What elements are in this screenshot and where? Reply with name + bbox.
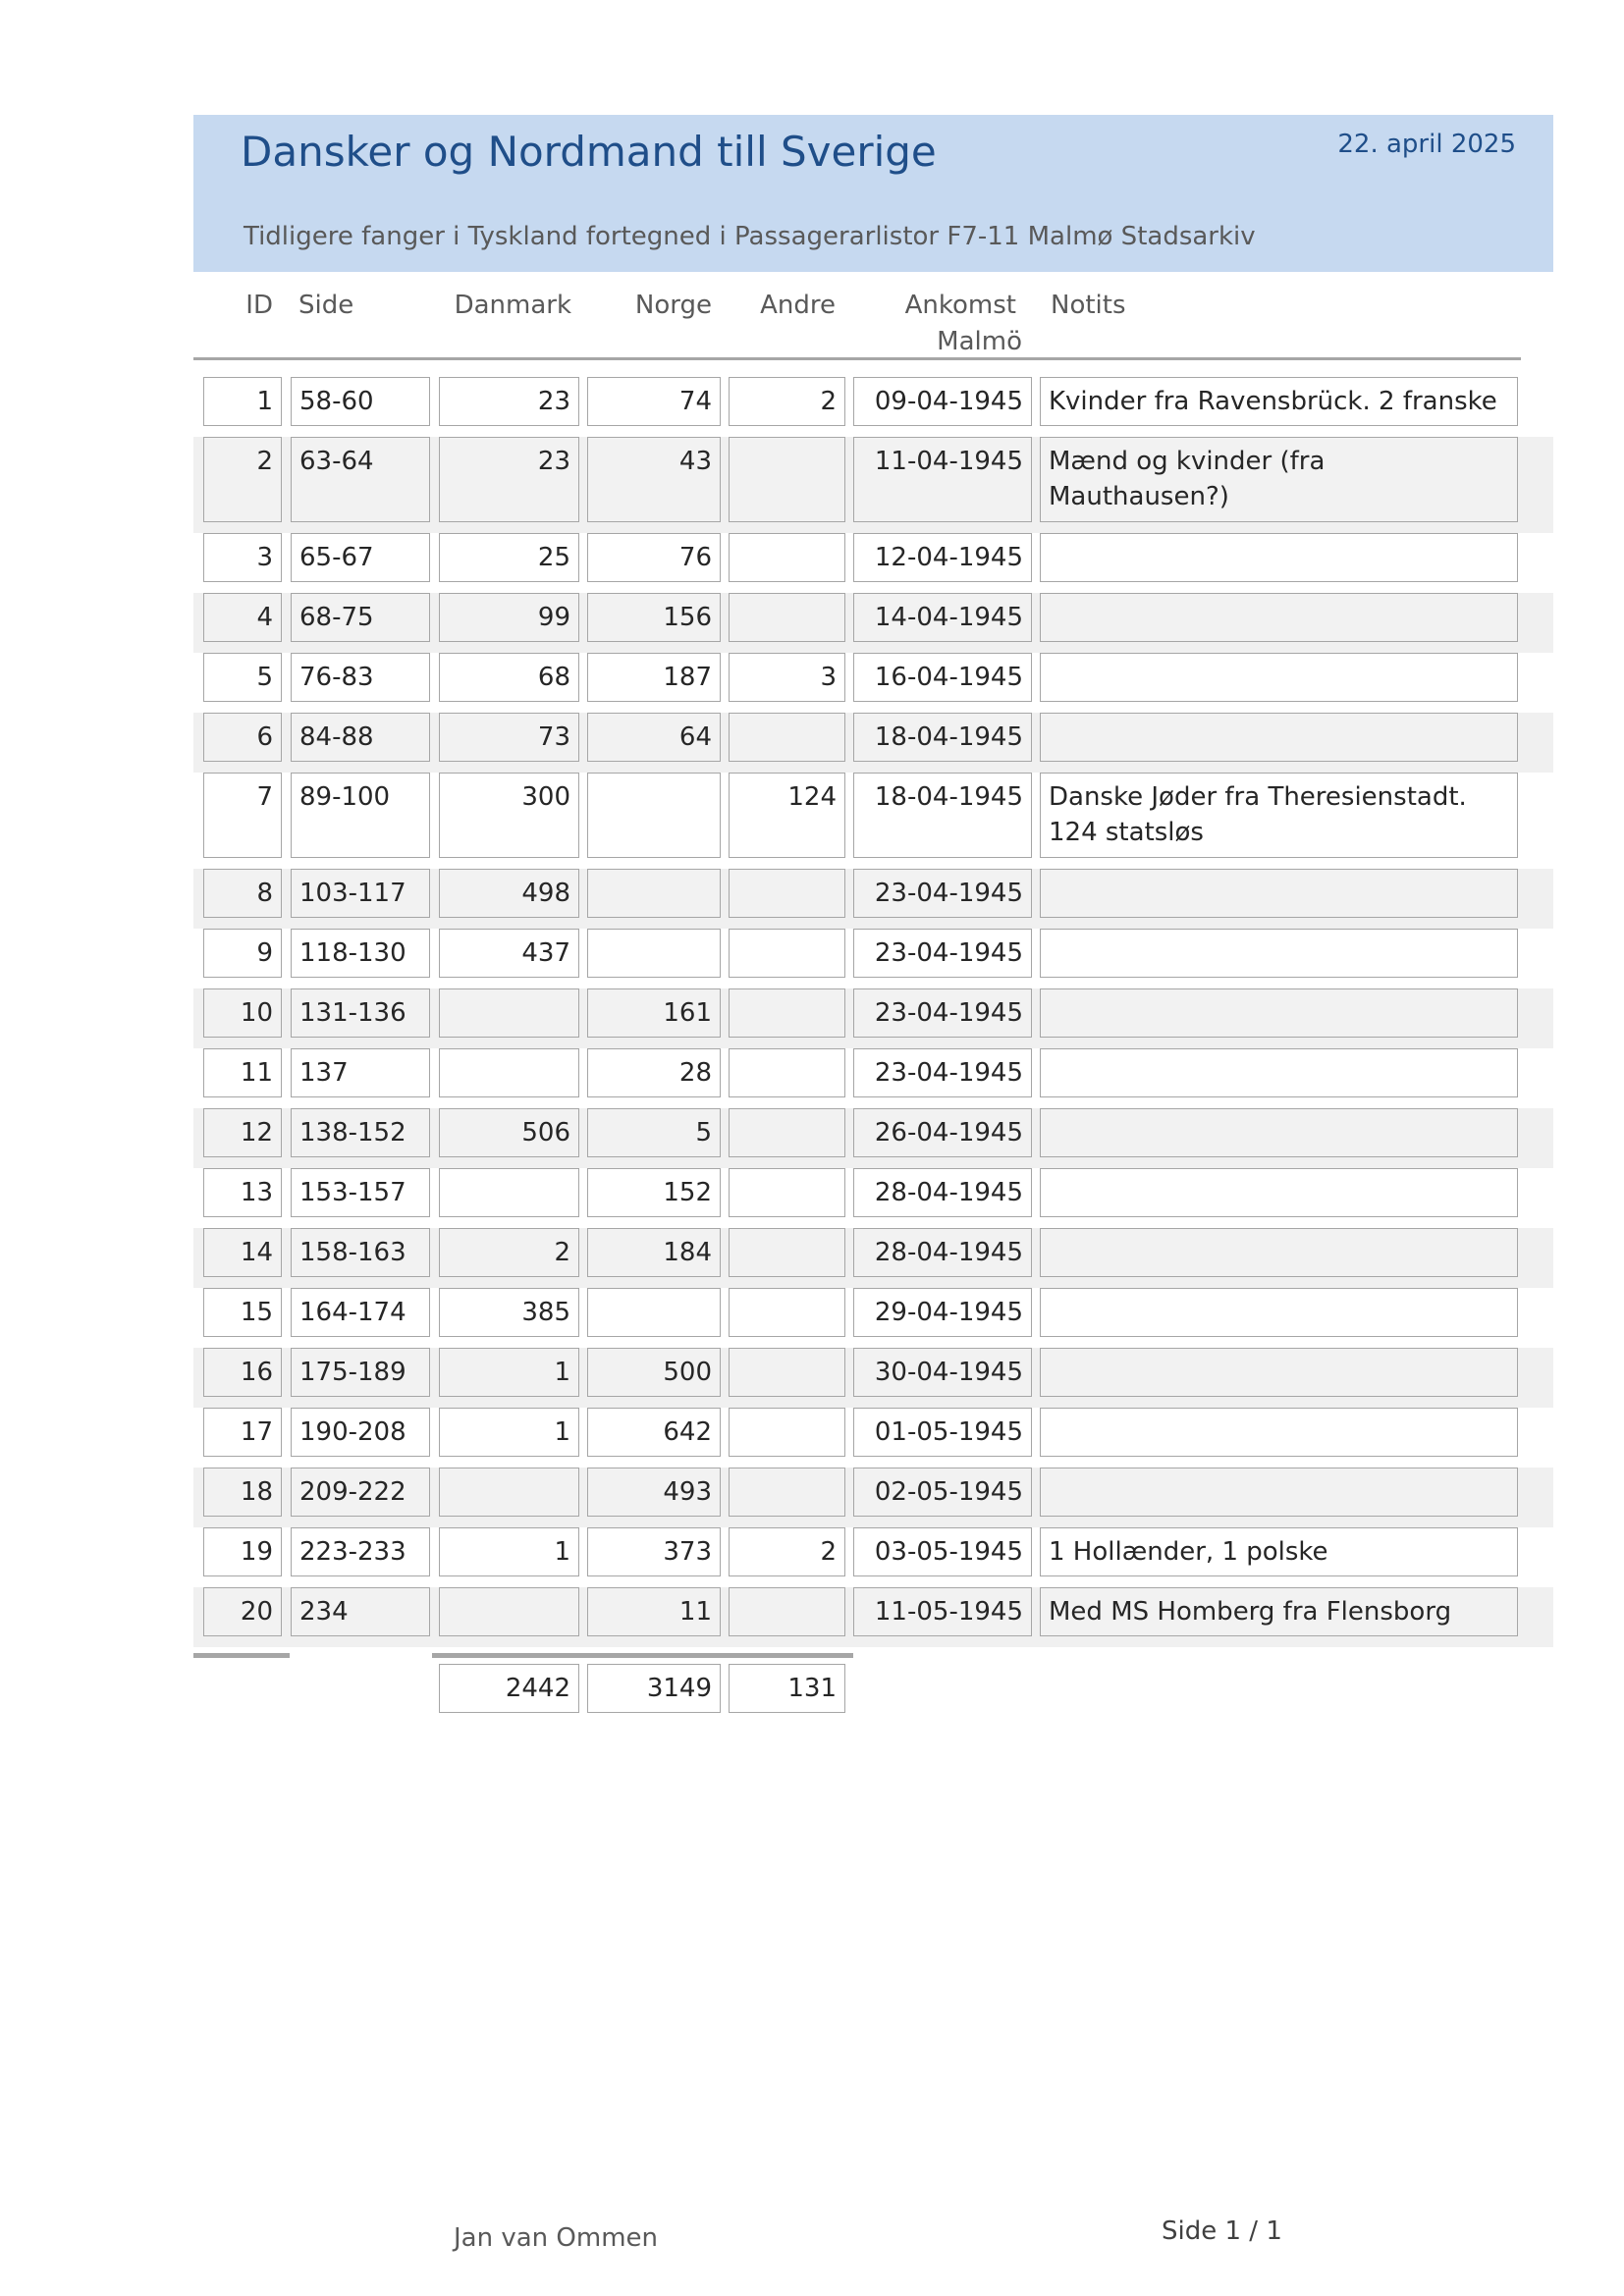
cell-notits bbox=[1040, 1468, 1518, 1517]
cell-norge: 74 bbox=[587, 377, 721, 426]
table-row bbox=[193, 773, 1553, 869]
cell-notits: Danske Jøder fra Theresienstadt. 124 statsløs bbox=[1040, 773, 1518, 858]
column-header-norge: Norge bbox=[634, 291, 712, 320]
cell-notits bbox=[1040, 1168, 1518, 1217]
column-header-ankomst: Ankomst bbox=[904, 291, 1016, 320]
table-row bbox=[193, 713, 1553, 773]
cell-norge: 5 bbox=[587, 1108, 721, 1157]
column-header-notits: Notits bbox=[1051, 291, 1126, 320]
cell-notits bbox=[1040, 653, 1518, 702]
cell-side: 164-174 bbox=[291, 1288, 430, 1337]
cell-notits bbox=[1040, 713, 1518, 762]
table-row bbox=[193, 1468, 1553, 1527]
table-row bbox=[193, 437, 1553, 533]
cell-id: 2 bbox=[203, 437, 282, 522]
cell-id: 8 bbox=[203, 869, 282, 918]
table-row bbox=[193, 593, 1553, 653]
total-danmark: 2442 bbox=[439, 1664, 579, 1713]
cell-notits: Mænd og kvinder (fra Mauthausen?) bbox=[1040, 437, 1518, 522]
total-norge: 3149 bbox=[587, 1664, 721, 1713]
cell-norge bbox=[587, 869, 721, 918]
total-andre: 131 bbox=[729, 1664, 845, 1713]
column-header-ankomst-malmo: Malmö bbox=[937, 327, 1022, 356]
table-row bbox=[193, 533, 1553, 593]
cell-side: 103-117 bbox=[291, 869, 430, 918]
cell-danmark: 506 bbox=[439, 1108, 579, 1157]
cell-danmark: 385 bbox=[439, 1288, 579, 1337]
table-row bbox=[193, 1168, 1553, 1228]
cell-ankomst: 29-04-1945 bbox=[853, 1288, 1032, 1337]
table-row bbox=[193, 1408, 1553, 1468]
cell-side: 68-75 bbox=[291, 593, 430, 642]
cell-danmark: 23 bbox=[439, 437, 579, 522]
cell-andre bbox=[729, 988, 845, 1038]
cell-notits bbox=[1040, 1408, 1518, 1457]
cell-side: 131-136 bbox=[291, 988, 430, 1038]
cell-andre bbox=[729, 533, 845, 582]
cell-norge: 156 bbox=[587, 593, 721, 642]
cell-ankomst: 03-05-1945 bbox=[853, 1527, 1032, 1576]
table-row bbox=[193, 1228, 1553, 1288]
cell-side: 209-222 bbox=[291, 1468, 430, 1517]
cell-side: 76-83 bbox=[291, 653, 430, 702]
cell-side: 158-163 bbox=[291, 1228, 430, 1277]
cell-norge: 76 bbox=[587, 533, 721, 582]
column-header-danmark: Danmark bbox=[454, 291, 571, 320]
table-row bbox=[193, 1348, 1553, 1408]
cell-norge: 43 bbox=[587, 437, 721, 522]
cell-andre bbox=[729, 1168, 845, 1217]
cell-andre bbox=[729, 1408, 845, 1457]
table-row bbox=[193, 1108, 1553, 1168]
cell-notits: Kvinder fra Ravensbrück. 2 franske bbox=[1040, 377, 1518, 426]
cell-danmark: 1 bbox=[439, 1408, 579, 1457]
cell-danmark: 1 bbox=[439, 1527, 579, 1576]
cell-ankomst: 26-04-1945 bbox=[853, 1108, 1032, 1157]
cell-side: 58-60 bbox=[291, 377, 430, 426]
table-row bbox=[193, 1288, 1553, 1348]
cell-ankomst: 01-05-1945 bbox=[853, 1408, 1032, 1457]
cell-norge: 500 bbox=[587, 1348, 721, 1397]
column-header-side: Side bbox=[298, 291, 354, 320]
cell-ankomst: 11-05-1945 bbox=[853, 1587, 1032, 1636]
cell-andre bbox=[729, 1108, 845, 1157]
cell-andre: 2 bbox=[729, 1527, 845, 1576]
cell-norge: 373 bbox=[587, 1527, 721, 1576]
cell-norge: 493 bbox=[587, 1468, 721, 1517]
totals-rule-sums bbox=[432, 1653, 853, 1658]
cell-notits bbox=[1040, 1048, 1518, 1097]
cell-andre bbox=[729, 437, 845, 522]
cell-side: 63-64 bbox=[291, 437, 430, 522]
cell-side: 138-152 bbox=[291, 1108, 430, 1157]
report-title: Dansker og Nordmand till Sverige bbox=[241, 128, 937, 176]
cell-ankomst: 14-04-1945 bbox=[853, 593, 1032, 642]
cell-notits: Med MS Homberg fra Flensborg bbox=[1040, 1587, 1518, 1636]
cell-norge: 642 bbox=[587, 1408, 721, 1457]
cell-id: 19 bbox=[203, 1527, 282, 1576]
cell-danmark: 73 bbox=[439, 713, 579, 762]
cell-notits bbox=[1040, 929, 1518, 978]
cell-side: 89-100 bbox=[291, 773, 430, 858]
footer-author: Jan van Ommen bbox=[454, 2223, 658, 2253]
cell-andre bbox=[729, 713, 845, 762]
cell-norge: 64 bbox=[587, 713, 721, 762]
cell-danmark: 2 bbox=[439, 1228, 579, 1277]
table-row bbox=[193, 377, 1553, 437]
cell-andre bbox=[729, 929, 845, 978]
cell-ankomst: 16-04-1945 bbox=[853, 653, 1032, 702]
cell-ankomst: 18-04-1945 bbox=[853, 713, 1032, 762]
cell-danmark bbox=[439, 988, 579, 1038]
cell-ankomst: 09-04-1945 bbox=[853, 377, 1032, 426]
cell-id: 15 bbox=[203, 1288, 282, 1337]
cell-side: 153-157 bbox=[291, 1168, 430, 1217]
cell-danmark: 498 bbox=[439, 869, 579, 918]
cell-id: 7 bbox=[203, 773, 282, 858]
cell-ankomst: 12-04-1945 bbox=[853, 533, 1032, 582]
cell-notits bbox=[1040, 1108, 1518, 1157]
cell-ankomst: 23-04-1945 bbox=[853, 1048, 1032, 1097]
column-header-andre: Andre bbox=[760, 291, 836, 320]
cell-notits bbox=[1040, 1228, 1518, 1277]
cell-danmark: 25 bbox=[439, 533, 579, 582]
cell-norge: 28 bbox=[587, 1048, 721, 1097]
cell-notits bbox=[1040, 988, 1518, 1038]
cell-andre bbox=[729, 1048, 845, 1097]
cell-id: 6 bbox=[203, 713, 282, 762]
cell-side: 175-189 bbox=[291, 1348, 430, 1397]
cell-andre: 124 bbox=[729, 773, 845, 858]
cell-side: 223-233 bbox=[291, 1527, 430, 1576]
cell-norge: 184 bbox=[587, 1228, 721, 1277]
cell-ankomst: 23-04-1945 bbox=[853, 988, 1032, 1038]
cell-id: 18 bbox=[203, 1468, 282, 1517]
cell-danmark: 68 bbox=[439, 653, 579, 702]
column-header-id: ID bbox=[245, 291, 273, 320]
cell-notits bbox=[1040, 1288, 1518, 1337]
cell-id: 20 bbox=[203, 1587, 282, 1636]
table-row bbox=[193, 1527, 1553, 1587]
cell-danmark bbox=[439, 1587, 579, 1636]
cell-danmark: 437 bbox=[439, 929, 579, 978]
table-row bbox=[193, 988, 1553, 1048]
cell-andre: 3 bbox=[729, 653, 845, 702]
cell-ankomst: 23-04-1945 bbox=[853, 929, 1032, 978]
cell-id: 14 bbox=[203, 1228, 282, 1277]
cell-norge: 152 bbox=[587, 1168, 721, 1217]
cell-id: 5 bbox=[203, 653, 282, 702]
cell-ankomst: 18-04-1945 bbox=[853, 773, 1032, 858]
page-number: Side 1 / 1 bbox=[1162, 2216, 1282, 2246]
cell-norge bbox=[587, 773, 721, 858]
cell-notits: 1 Hollænder, 1 polske bbox=[1040, 1527, 1518, 1576]
header-rule bbox=[193, 357, 1521, 360]
cell-side: 118-130 bbox=[291, 929, 430, 978]
cell-danmark bbox=[439, 1048, 579, 1097]
cell-danmark bbox=[439, 1168, 579, 1217]
cell-norge: 161 bbox=[587, 988, 721, 1038]
cell-danmark: 23 bbox=[439, 377, 579, 426]
cell-side: 190-208 bbox=[291, 1408, 430, 1457]
cell-ankomst: 23-04-1945 bbox=[853, 869, 1032, 918]
cell-danmark: 300 bbox=[439, 773, 579, 858]
cell-id: 4 bbox=[203, 593, 282, 642]
cell-andre bbox=[729, 593, 845, 642]
cell-ankomst: 02-05-1945 bbox=[853, 1468, 1032, 1517]
cell-andre bbox=[729, 869, 845, 918]
cell-side: 234 bbox=[291, 1587, 430, 1636]
cell-ankomst: 30-04-1945 bbox=[853, 1348, 1032, 1397]
cell-norge: 187 bbox=[587, 653, 721, 702]
table-row bbox=[193, 1587, 1553, 1647]
cell-notits bbox=[1040, 593, 1518, 642]
cell-id: 11 bbox=[203, 1048, 282, 1097]
cell-side: 84-88 bbox=[291, 713, 430, 762]
cell-andre bbox=[729, 1468, 845, 1517]
cell-id: 1 bbox=[203, 377, 282, 426]
cell-andre bbox=[729, 1228, 845, 1277]
cell-side: 65-67 bbox=[291, 533, 430, 582]
cell-danmark bbox=[439, 1468, 579, 1517]
cell-id: 9 bbox=[203, 929, 282, 978]
table-row bbox=[193, 1048, 1553, 1108]
cell-side: 137 bbox=[291, 1048, 430, 1097]
cell-id: 12 bbox=[203, 1108, 282, 1157]
cell-norge bbox=[587, 1288, 721, 1337]
cell-norge: 11 bbox=[587, 1587, 721, 1636]
cell-id: 3 bbox=[203, 533, 282, 582]
cell-andre bbox=[729, 1288, 845, 1337]
cell-ankomst: 28-04-1945 bbox=[853, 1168, 1032, 1217]
cell-id: 13 bbox=[203, 1168, 282, 1217]
cell-id: 16 bbox=[203, 1348, 282, 1397]
report-subtitle: Tidligere fanger i Tyskland fortegned i Passagerarlistor F7-11 Malmø Stadsarkiv bbox=[244, 222, 1256, 251]
cell-andre: 2 bbox=[729, 377, 845, 426]
cell-andre bbox=[729, 1348, 845, 1397]
cell-id: 17 bbox=[203, 1408, 282, 1457]
totals-rule-left bbox=[193, 1653, 290, 1658]
table-row bbox=[193, 929, 1553, 988]
table-row bbox=[193, 869, 1553, 929]
cell-id: 10 bbox=[203, 988, 282, 1038]
report-date: 22. april 2025 bbox=[1337, 130, 1516, 159]
cell-notits bbox=[1040, 869, 1518, 918]
cell-notits bbox=[1040, 533, 1518, 582]
cell-norge bbox=[587, 929, 721, 978]
cell-andre bbox=[729, 1587, 845, 1636]
cell-notits bbox=[1040, 1348, 1518, 1397]
cell-ankomst: 11-04-1945 bbox=[853, 437, 1032, 522]
cell-danmark: 99 bbox=[439, 593, 579, 642]
table-row bbox=[193, 653, 1553, 713]
cell-danmark: 1 bbox=[439, 1348, 579, 1397]
cell-ankomst: 28-04-1945 bbox=[853, 1228, 1032, 1277]
